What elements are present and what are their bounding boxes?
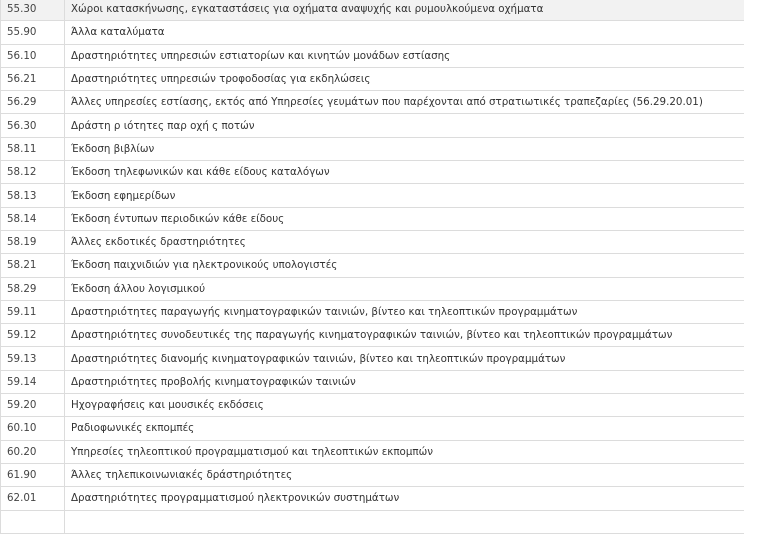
table-row (1, 347, 745, 370)
activity-code-cell: 58.14 (1, 207, 65, 230)
table-row (1, 21, 745, 44)
table-row (1, 463, 745, 486)
right-margin (744, 0, 768, 534)
activity-code-cell: 55.90 (1, 21, 65, 44)
table-row (1, 230, 745, 253)
table-row (1, 370, 745, 393)
activity-description-cell: Δραστηριότητες προγραμματισμού ηλεκτρονικών συστημάτων (65, 487, 745, 510)
activity-description-cell: Δραστηριότητες υπηρεσιών τροφοδοσίας για εκδηλώσεις (65, 67, 745, 90)
activity-code-cell: 59.14 (1, 370, 65, 393)
activity-code-cell (1, 510, 65, 533)
activity-code-cell: 58.12 (1, 161, 65, 184)
table-row (1, 487, 745, 510)
table-row (1, 394, 745, 417)
activity-code-cell: 58.21 (1, 254, 65, 277)
activity-code-cell: 60.20 (1, 440, 65, 463)
table-body (1, 0, 745, 533)
activity-code-cell: 62.01 (1, 487, 65, 510)
activity-code-cell: 59.12 (1, 324, 65, 347)
table-row (1, 91, 745, 114)
table-row (1, 254, 745, 277)
activity-description-cell: Ραδιοφωνικές εκπομπές (65, 417, 745, 440)
table-row (1, 0, 745, 21)
activity-description-cell: Χώροι κατασκήνωσης, εγκαταστάσεις για οχήματα αναψυχής και ρυμουλκούμενα οχήματα (65, 0, 745, 21)
activity-description-cell (65, 510, 745, 533)
table-row (1, 510, 745, 533)
table-row (1, 161, 745, 184)
activity-description-cell: Ηχογραφήσεις και μουσικές εκδόσεις (65, 394, 745, 417)
activity-description-cell: Δράστη ρ ιότητες παρ οχή ς ποτών (65, 114, 745, 137)
activity-description-cell: Άλλα καταλύματα (65, 21, 745, 44)
activity-description-cell: Έκδοση άλλου λογισμικού (65, 277, 745, 300)
activity-description-cell: Δραστηριότητες διανομής κινηματογραφικών ταινιών, βίντεο και τηλεοπτικών προγραμμάτων (65, 347, 745, 370)
activity-description-cell: Δραστηριότητες συνοδευτικές της παραγωγής κινηματογραφικών ταινιών, βίντεο και τηλεοπτικών προγραμμάτων (65, 324, 745, 347)
activity-code-cell: 59.13 (1, 347, 65, 370)
activity-description-cell: Έκδοση τηλεφωνικών και κάθε είδους καταλόγων (65, 161, 745, 184)
activity-description-cell: Έκδοση βιβλίων (65, 137, 745, 160)
activity-code-cell: 58.13 (1, 184, 65, 207)
activity-description-cell: Έκδοση παιχνιδιών για ηλεκτρονικούς υπολογιστές (65, 254, 745, 277)
activity-description-cell: Έκδοση έντυπων περιοδικών κάθε είδους (65, 207, 745, 230)
table-row (1, 207, 745, 230)
activity-code-cell: 56.21 (1, 67, 65, 90)
table-row (1, 114, 745, 137)
activity-description-cell: Υπηρεσίες τηλεοπτικού προγραμματισμού και τηλεοπτικών εκπομπών (65, 440, 745, 463)
activity-description-cell: Δραστηριότητες προβολής κινηματογραφικών ταινιών (65, 370, 745, 393)
activity-description-cell: Δραστηριότητες παραγωγής κινηματογραφικών ταινιών, βίντεο και τηλεοπτικών προγραμμάτων (65, 300, 745, 323)
activity-code-cell: 58.19 (1, 230, 65, 253)
activity-description-cell: Δραστηριότητες υπηρεσιών εστιατορίων και κινητών μονάδων εστίασης (65, 44, 745, 67)
activity-code-cell: 55.30 (1, 0, 65, 21)
activity-description-cell: Άλλες εκδοτικές δραστηριότητες (65, 230, 745, 253)
table-row (1, 137, 745, 160)
table-row (1, 277, 745, 300)
activity-code-cell: 59.20 (1, 394, 65, 417)
activity-code-cell: 56.10 (1, 44, 65, 67)
activity-code-cell: 56.30 (1, 114, 65, 137)
activity-description-cell: Άλλες υπηρεσίες εστίασης, εκτός από Υπηρεσίες γευμάτων που παρέχονται από στρατιωτικές τραπεζαρίες (56.29.20.01) (65, 91, 745, 114)
activity-code-cell: 59.11 (1, 300, 65, 323)
activity-description-cell: Έκδοση εφημερίδων (65, 184, 745, 207)
table-row (1, 44, 745, 67)
activity-code-cell: 56.29 (1, 91, 65, 114)
table-row (1, 300, 745, 323)
table-row (1, 184, 745, 207)
table-row (1, 324, 745, 347)
table-row (1, 417, 745, 440)
activity-code-cell: 58.11 (1, 137, 65, 160)
activity-code-cell: 58.29 (1, 277, 65, 300)
activity-code-cell: 60.10 (1, 417, 65, 440)
activity-code-cell: 61.90 (1, 463, 65, 486)
activity-description-cell: Άλλες τηλεπικοινωνιακές δράστηριότητες (65, 463, 745, 486)
table-row (1, 67, 745, 90)
table-row (1, 440, 745, 463)
